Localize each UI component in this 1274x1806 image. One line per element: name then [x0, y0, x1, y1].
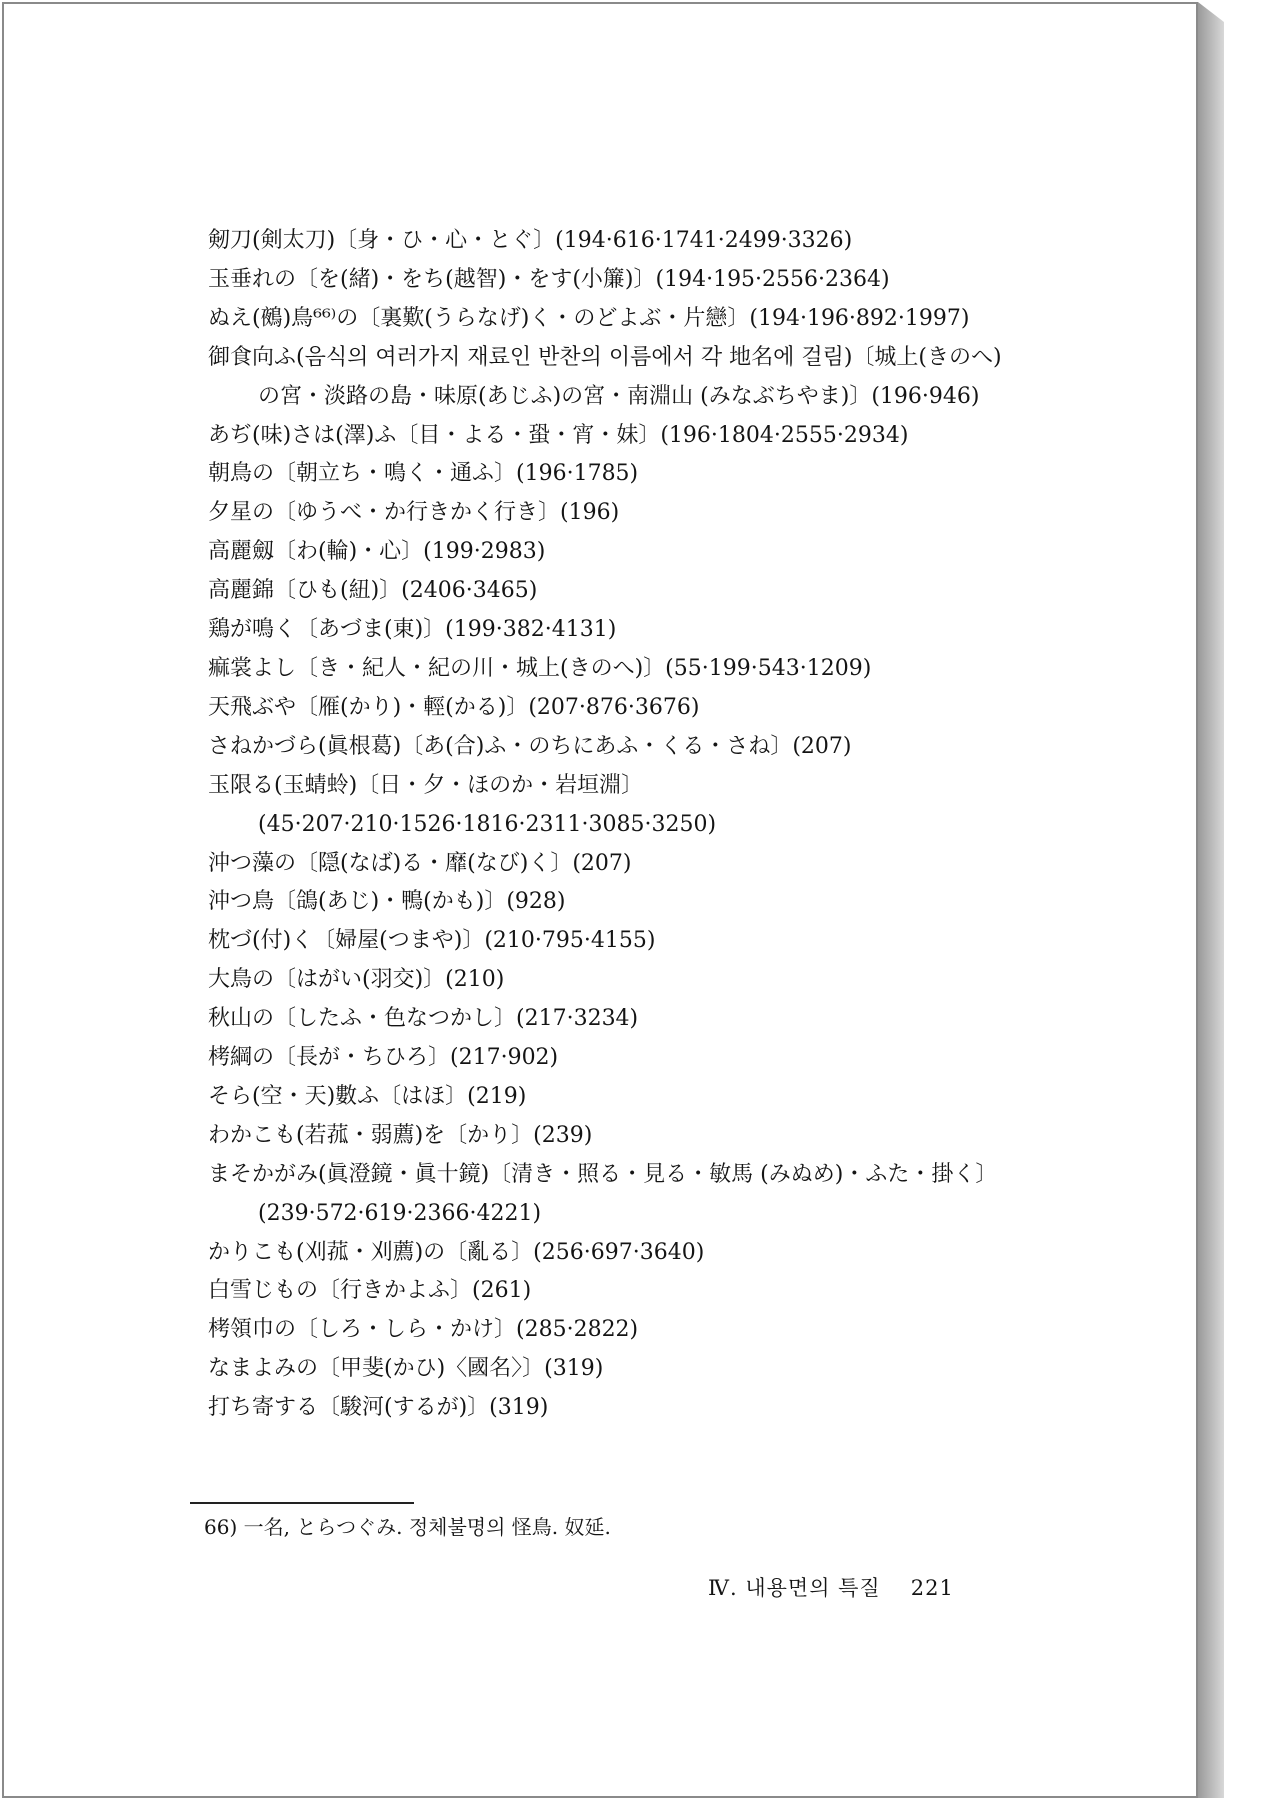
list-item: 栲領巾の〔しろ・しら・かけ〕(285·2822) — [208, 1317, 639, 1343]
list-item: 栲綱の〔長が・ちひろ〕(217·902) — [208, 1045, 559, 1071]
list-item: 剱刀(剣太刀)〔身・ひ・心・とぐ〕(194·616·1741·2499·3326) — [208, 228, 853, 253]
list-item: 高麗錦〔ひも(紐)〕(2406·3465) — [208, 578, 538, 604]
page-footer — [708, 1573, 954, 1603]
list-item: そら(空・天)數ふ〔はほ〕(219) — [208, 1083, 527, 1109]
list-item: 鶏が鳴く〔あづま(東)〕(199·382·4131) — [208, 617, 617, 643]
list-item: 秋山の〔したふ・色なつかし〕(217·3234) — [208, 1006, 639, 1032]
list-item: あぢ(味)さは(澤)ふ〔目・よる・蛩・宵・妹〕(196·1804·2555·2934) — [208, 422, 909, 448]
footnote-divider — [190, 1502, 414, 1504]
list-item: 高麗劔〔わ(輪)・心〕(199·2983) — [208, 539, 546, 565]
list-item: 白雪じもの〔行きかよふ〕(261) — [208, 1278, 532, 1304]
footnote: 66) 一名, とらつぐみ. 정체불명의 怪鳥. 奴延. — [204, 1515, 611, 1539]
list-item: 朝鳥の〔朝立ち・鳴く・通ふ〕(196·1785) — [208, 461, 639, 487]
list-item: 御食向ふ(음식의 여러가지 재료인 반찬의 이름에서 각 地名에 걸림)〔城上(きのへ)の宮・淡路の島・味原(あじふ)の宮・南淵山 (みなぶちやま)〕(196·946) — [208, 344, 1002, 409]
list-item: ぬえ(鵺)鳥⁶⁶⁾の〔裏歎(うらなげ)く・のどよぶ・片戀〕(194·196·892·1997) — [208, 305, 970, 331]
list-item: 沖つ藻の〔隠(なば)る・靡(なび)く〕(207) — [208, 850, 632, 876]
list-item: 打ち寄する〔駿河(するが)〕(319) — [208, 1395, 549, 1421]
makurakotoba-list — [208, 222, 1008, 1428]
list-item: かりこも(刈菰・刈薦)の〔亂る〕(256·697·3640) — [208, 1239, 705, 1265]
page-number: 221 — [910, 1576, 954, 1600]
list-item: 沖つ鳥〔鴿(あじ)・鴨(かも)〕(928) — [208, 889, 566, 915]
list-item: わかこも(若菰・弱薦)を〔かり〕(239) — [208, 1122, 593, 1148]
list-item: さねかづら(眞根葛)〔あ(合)ふ・のちにあふ・くる・さね〕(207) — [208, 733, 852, 759]
section-title: Ⅳ. 내용면의 특질 — [708, 1576, 881, 1600]
list-item: 枕づ(付)く〔婦屋(つまや)〕(210·795·4155) — [208, 928, 656, 954]
list-item: 玉垂れの〔を(緒)・をち(越智)・をす(小簾)〕(194·195·2556·2364) — [208, 266, 890, 292]
list-item: 大鳥の〔はがい(羽交)〕(210) — [208, 967, 505, 993]
page-edge-shadow — [1198, 2, 1224, 1798]
list-item: 天飛ぶや〔雁(かり)・輕(かる)〕(207·876·3676) — [208, 694, 700, 720]
list-item: なまよみの〔甲斐(かひ)〈國名〉〕(319) — [208, 1356, 604, 1382]
list-item: 玉限る(玉蜻蛉)〔日・夕・ほのか・岩垣淵〕 (45·207·210·1526·1816·2311·3085·3250) — [208, 772, 717, 837]
list-item: 夕星の〔ゆうべ・か行きかく行き〕(196) — [208, 500, 620, 526]
list-item: 痲裳よし〔き・紀人・紀の川・城上(きのへ)〕(55·199·543·1209) — [208, 655, 872, 681]
list-item: まそかがみ(眞澄鏡・眞十鏡)〔清き・照る・見る・敏馬 (みぬめ)・ふた・掛く〕(239·572·619·2366·4221) — [208, 1161, 998, 1226]
